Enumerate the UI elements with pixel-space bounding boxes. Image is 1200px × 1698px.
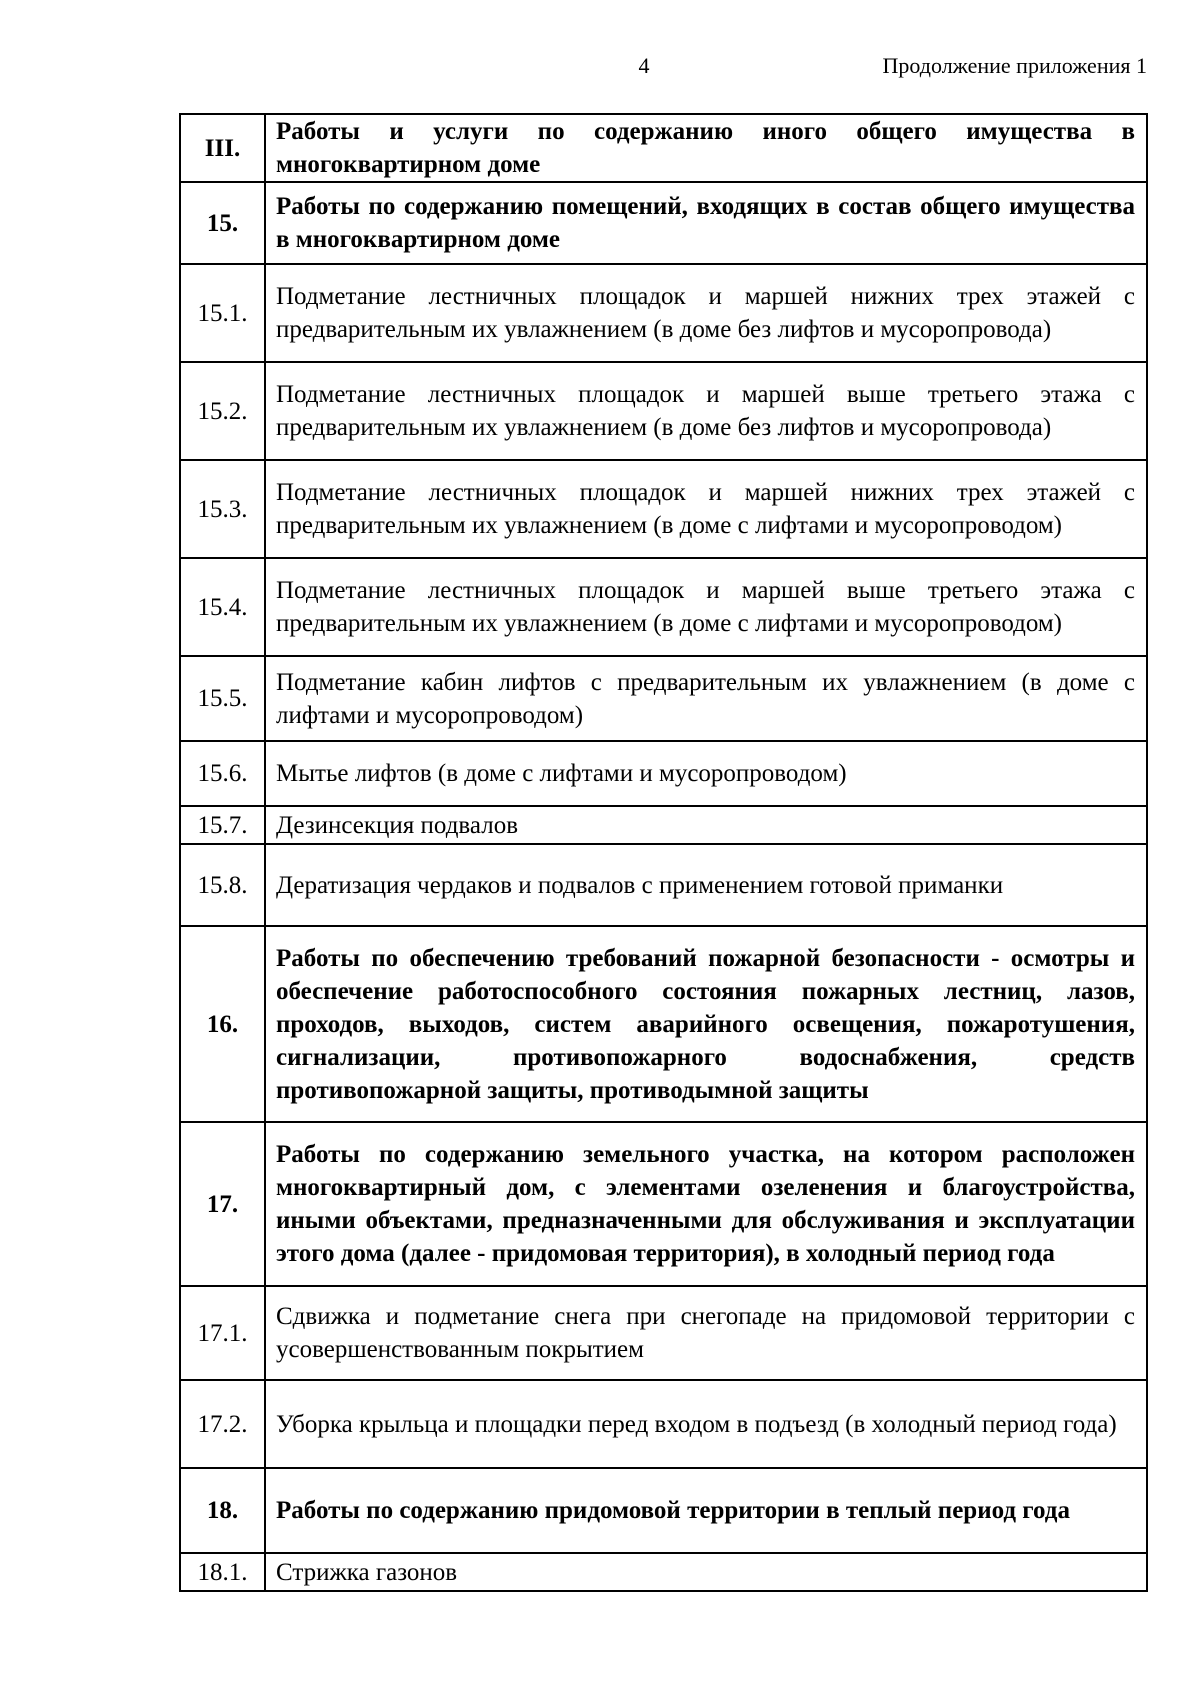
page-number: 4 bbox=[638, 53, 650, 78]
table-row-15-3 bbox=[180, 460, 1147, 558]
row-text: Мытье лифтов (в доме с лифтами и мусоропроводом) bbox=[265, 741, 1147, 806]
row-number: 17. bbox=[180, 1122, 265, 1286]
row-number: 15. bbox=[180, 182, 265, 264]
table-row-16 bbox=[180, 926, 1147, 1122]
table-row-17-2 bbox=[180, 1380, 1147, 1468]
row-number: 15.7. bbox=[180, 806, 265, 844]
table-row-15-7 bbox=[180, 806, 1147, 844]
table-row-15-2 bbox=[180, 362, 1147, 460]
row-text: Работы по содержанию земельного участка, на котором расположен многоквартирный дом, с элементами озеленения и благоустройства, иными объектами, предназначенными для обслуживания и эксплуатации этого дома (далее - придомовая территория), в холодный период года bbox=[265, 1122, 1147, 1286]
row-number: 15.4. bbox=[180, 558, 265, 656]
row-text: Подметание лестничных площадок и маршей выше третьего этажа с предварительным их увлажнением (в доме без лифтов и мусоропровода) bbox=[265, 362, 1147, 460]
row-number: 16. bbox=[180, 926, 265, 1122]
row-text: Подметание лестничных площадок и маршей нижних трех этажей с предварительным их увлажнением (в доме с лифтами и мусоропроводом) bbox=[265, 460, 1147, 558]
row-text: Работы и услуги по содержанию иного общего имущества в многоквартирном доме bbox=[265, 114, 1147, 182]
table-row-15-8 bbox=[180, 844, 1147, 926]
row-text: Подметание кабин лифтов с предварительным их увлажнением (в доме с лифтами и мусоропроводом) bbox=[265, 656, 1147, 741]
row-text: Работы по содержанию помещений, входящих в состав общего имущества в многоквартирном доме bbox=[265, 182, 1147, 264]
row-number: 15.1. bbox=[180, 264, 265, 362]
continuation-label: Продолжение приложения 1 bbox=[882, 53, 1147, 78]
services-table bbox=[179, 113, 1148, 1592]
row-text: Стрижка газонов bbox=[265, 1553, 1147, 1591]
table-row-18 bbox=[180, 1468, 1147, 1553]
row-number: 17.1. bbox=[180, 1286, 265, 1380]
row-number: 15.3. bbox=[180, 460, 265, 558]
table-row-15-6 bbox=[180, 741, 1147, 806]
row-number: 18. bbox=[180, 1468, 265, 1553]
row-text: Подметание лестничных площадок и маршей выше третьего этажа с предварительным их увлажнением (в доме с лифтами и мусоропроводом) bbox=[265, 558, 1147, 656]
row-text: Работы по обеспечению требований пожарной безопасности - осмотры и обеспечение работоспособного состояния пожарных лестниц, лазов, проходов, выходов, систем аварийного освещения, пожаротушения, сигнализации, противопожарного водоснабжения, средств противопожарной защиты, противодымной защиты bbox=[265, 926, 1147, 1122]
row-text: Дезинсекция подвалов bbox=[265, 806, 1147, 844]
table-row-section-iii bbox=[180, 114, 1147, 182]
table-row-15-5 bbox=[180, 656, 1147, 741]
row-text: Дератизация чердаков и подвалов с применением готовой приманки bbox=[265, 844, 1147, 926]
row-text: Подметание лестничных площадок и маршей нижних трех этажей с предварительным их увлажнением (в доме без лифтов и мусоропровода) bbox=[265, 264, 1147, 362]
row-number: 18.1. bbox=[180, 1553, 265, 1591]
row-number: 17.2. bbox=[180, 1380, 265, 1468]
table-row-17 bbox=[180, 1122, 1147, 1286]
table-row-15-4 bbox=[180, 558, 1147, 656]
table-row-15-1 bbox=[180, 264, 1147, 362]
table-row-18-1 bbox=[180, 1553, 1147, 1591]
row-number: 15.6. bbox=[180, 741, 265, 806]
row-text: Уборка крыльца и площадки перед входом в подъезд (в холодный период года) bbox=[265, 1380, 1147, 1468]
row-number: III. bbox=[180, 114, 265, 182]
row-number: 15.5. bbox=[180, 656, 265, 741]
row-text: Сдвижка и подметание снега при снегопаде на придомовой территории с усовершенствованным покрытием bbox=[265, 1286, 1147, 1380]
row-text: Работы по содержанию придомовой территории в теплый период года bbox=[265, 1468, 1147, 1553]
row-number: 15.8. bbox=[180, 844, 265, 926]
table-row-15 bbox=[180, 182, 1147, 264]
row-number: 15.2. bbox=[180, 362, 265, 460]
table-row-17-1 bbox=[180, 1286, 1147, 1380]
